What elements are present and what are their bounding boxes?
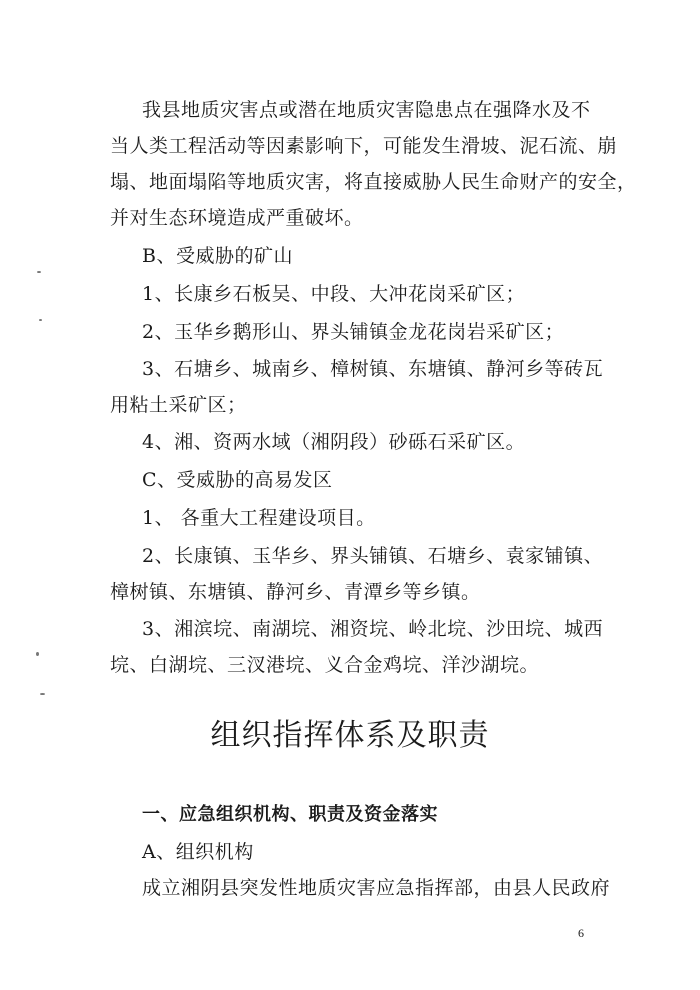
page-number: 6 bbox=[578, 926, 584, 940]
list-item: 3、石塘乡、城南乡、樟树镇、东塘镇、静河乡等砖瓦 bbox=[142, 358, 604, 380]
list-item: 2、长康镇、玉华乡、界头铺镇、石塘乡、袁家铺镇、 bbox=[142, 545, 604, 567]
list-item: 2、玉华乡鹅形山、界头铺镇金龙花岗岩采矿区； bbox=[142, 321, 565, 343]
scan-speck bbox=[37, 271, 41, 273]
paragraph-line: 并对生态环境造成严重破坏。 bbox=[110, 207, 364, 229]
section-heading: 组织指挥体系及职责 bbox=[210, 718, 490, 753]
section-a-title: A、组织机构 bbox=[142, 841, 254, 863]
list-item-continuation: 用粘土采矿区； bbox=[110, 394, 247, 416]
section-c-title: C、受威胁的高易发区 bbox=[142, 469, 333, 491]
list-item: 1、 各重大工程建设项目。 bbox=[142, 507, 376, 529]
list-item-continuation: 樟树镇、东塘镇、静河乡、青潭乡等乡镇。 bbox=[110, 581, 481, 603]
section-b-title: B、受威胁的矿山 bbox=[142, 245, 293, 267]
scan-speck bbox=[36, 652, 39, 656]
paragraph-line: 当人类工程活动等因素影响下，可能发生滑坡、泥石流、崩 bbox=[110, 135, 618, 157]
list-item: 4、湘、资两水域（湘阴段）砂砾石采矿区。 bbox=[142, 431, 526, 453]
scan-speck bbox=[40, 693, 45, 695]
list-item-continuation: 垸、白湖垸、三汊港垸、义合金鸡垸、洋沙湖垸。 bbox=[110, 654, 540, 676]
paragraph-line: 塌、地面塌陷等地质灾害，将直接威胁人民生命财产的安全， bbox=[110, 171, 637, 193]
subheading: 一、应急组织机构、职责及资金落实 bbox=[142, 804, 438, 825]
list-item: 1、长康乡石板吴、中段、大冲花岗采矿区； bbox=[142, 283, 526, 305]
paragraph-line: 成立湘阴县突发性地质灾害应急指挥部，由县人民政府 bbox=[142, 877, 611, 899]
paragraph-line: 我县地质灾害点或潜在地质灾害隐患点在强降水及不 bbox=[142, 99, 591, 121]
list-item: 3、湘滨垸、南湖垸、湘资垸、岭北垸、沙田垸、城西 bbox=[142, 618, 604, 640]
scan-speck bbox=[39, 319, 42, 321]
